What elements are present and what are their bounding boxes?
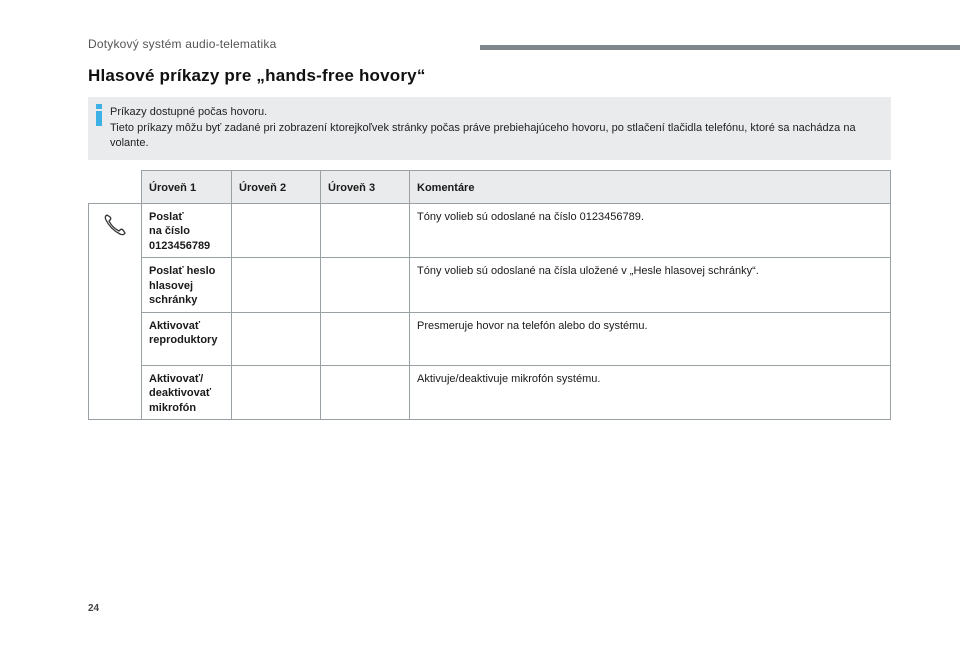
note-line: Tieto príkazy môžu byť zadané pri zobrazení ktorejkoľvek stránky počas práve prebiehajúceho hovoru, po stlačení tlačidla telefónu, ktoré sa nachádza na volante. [110, 121, 856, 149]
level2-cell [232, 258, 321, 313]
comment-text: Tóny volieb sú odoslané na čísla uložené v „Hesle hlasovej schránky“. [417, 265, 759, 277]
level1-text: Poslať na číslo 0123456789 [149, 210, 211, 252]
level1-text: Aktivovať/ deaktivovať mikrofón [149, 372, 212, 414]
level1-text: Aktivovať reproduktory [149, 319, 218, 346]
phone-handset-icon [102, 212, 128, 238]
voice-commands-table [88, 170, 891, 420]
level3-cell [321, 312, 410, 365]
page-number: 24 [88, 603, 100, 614]
level2-cell [232, 203, 321, 258]
level1-cell [142, 258, 232, 313]
comment-text: Aktivuje/deaktivuje mikrofón systému. [417, 372, 601, 385]
comment-cell [410, 203, 891, 258]
level3-cell [321, 203, 410, 258]
level3-cell [321, 365, 410, 420]
table-header-level3: Úroveň 3 [321, 171, 410, 204]
comment-text: Tóny volieb sú odoslané na číslo 0123456789. [417, 210, 644, 223]
level3-cell [321, 258, 410, 313]
table-header-comments: Komentáre [410, 171, 891, 204]
comment-cell [410, 365, 891, 420]
level1-cell [142, 203, 232, 258]
level2-cell [232, 365, 321, 420]
table-row [89, 258, 891, 313]
level1-text: Poslať heslo hlasovej schránky [149, 265, 216, 306]
table-row [89, 312, 891, 365]
note-line: Príkazy dostupné počas hovoru. [110, 106, 268, 118]
note-text [110, 105, 880, 152]
running-head: Dotykový systém audio-telematika [88, 37, 277, 51]
phone-cell [89, 203, 142, 420]
level1-cell [142, 365, 232, 420]
comment-cell [410, 258, 891, 313]
table-header-row [89, 171, 891, 204]
header-bar [480, 45, 960, 50]
table-header-level2: Úroveň 2 [232, 171, 321, 204]
page-title: Hlasové príkazy pre „hands-free hovory“ [88, 66, 426, 85]
info-icon [95, 104, 103, 126]
table-row [89, 203, 891, 258]
comment-cell [410, 312, 891, 365]
comment-text: Presmeruje hovor na telefón alebo do systému. [417, 319, 648, 332]
table-header-empty [89, 171, 142, 204]
note-box [88, 97, 891, 160]
level2-cell [232, 312, 321, 365]
table-header-level1: Úroveň 1 [142, 171, 232, 204]
table-row [89, 365, 891, 420]
level1-cell [142, 312, 232, 365]
